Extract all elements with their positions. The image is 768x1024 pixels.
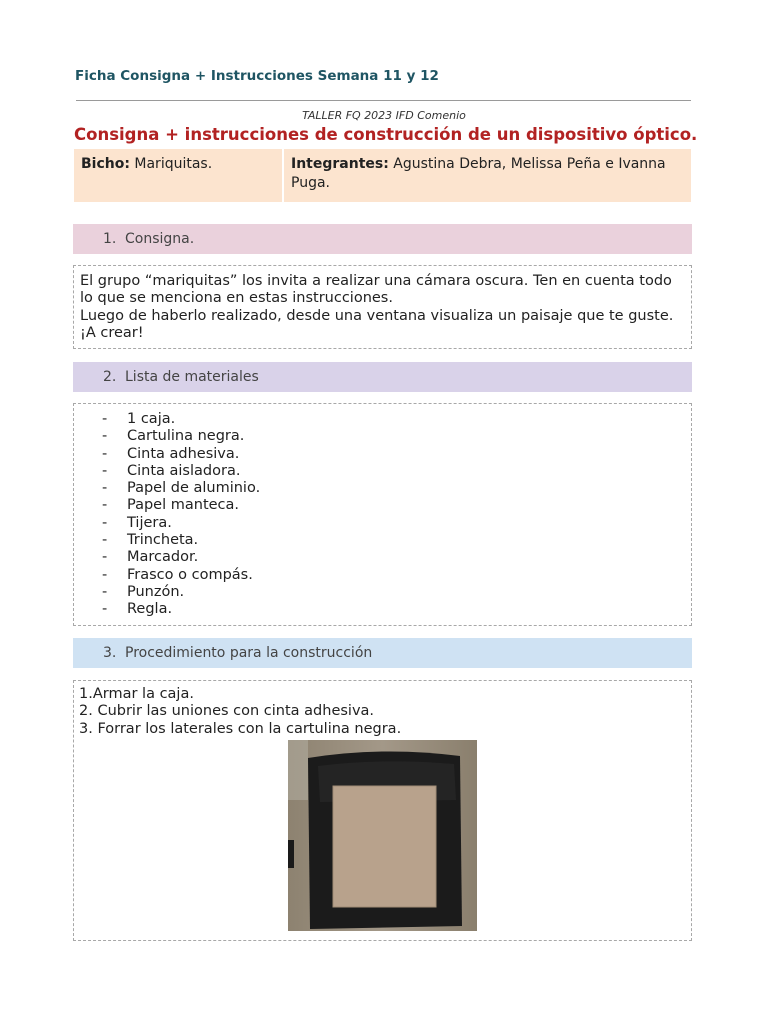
material-item xyxy=(102,480,691,497)
materials-list xyxy=(102,411,691,619)
material-item xyxy=(102,497,691,514)
list-bullet: - xyxy=(102,411,108,427)
consigna-paragraph: Luego de haberlo realizado, desde una ventana visualiza un paisaje que te guste. ¡A crear! xyxy=(80,307,674,341)
material-item xyxy=(102,515,691,532)
list-bullet: - xyxy=(102,583,108,600)
integrantes-value: Agustina Debra, Melissa Peña e Ivanna Puga. xyxy=(291,156,666,191)
material-text: Papel manteca. xyxy=(127,497,240,514)
section-number: 1. xyxy=(103,231,117,247)
header-divider xyxy=(76,100,691,101)
list-bullet: - xyxy=(102,497,108,514)
material-text: Punzón. xyxy=(127,583,185,600)
material-item xyxy=(102,601,691,618)
list-bullet: - xyxy=(102,462,108,479)
material-item xyxy=(102,463,691,480)
section-heading-consigna xyxy=(73,224,692,254)
procedure-step: 3. Forrar los laterales con la cartulina negra. xyxy=(79,720,402,737)
section-title: Consigna. xyxy=(125,231,195,247)
bicho-cell xyxy=(74,149,282,202)
materiales-box xyxy=(73,403,692,626)
document-title: Consigna + instrucciones de construcción de un dispositivo óptico. xyxy=(74,125,698,144)
material-item xyxy=(102,428,691,445)
section-heading-materiales xyxy=(73,362,692,392)
section-title: Lista de materiales xyxy=(125,369,259,385)
material-text: Cinta adhesiva. xyxy=(127,445,240,462)
material-text: Marcador. xyxy=(127,549,199,566)
section-title: Procedimiento para la construcción xyxy=(125,645,373,661)
consigna-paragraph: El grupo “mariquitas” los invita a realizar una cámara oscura. Ten en cuenta todo lo que se menciona en estas instrucciones. xyxy=(80,273,672,307)
bicho-label: Bicho: xyxy=(81,156,130,172)
material-item xyxy=(102,567,691,584)
material-text: Frasco o compás. xyxy=(127,566,253,583)
list-bullet: - xyxy=(102,566,108,583)
info-table xyxy=(74,149,691,202)
material-text: Cartulina negra. xyxy=(127,428,245,445)
page-header-title: Ficha Consigna + Instrucciones Semana 11 y 12 xyxy=(75,68,439,84)
material-item xyxy=(102,446,691,463)
section-number: 2. xyxy=(103,369,117,385)
material-item xyxy=(102,411,691,428)
material-text: Cinta aisladora. xyxy=(127,462,241,479)
list-bullet: - xyxy=(102,549,108,566)
material-item xyxy=(102,549,691,566)
material-text: Papel de aluminio. xyxy=(127,480,261,497)
material-text: Tijera. xyxy=(127,514,172,531)
section-number: 3. xyxy=(103,645,117,661)
list-bullet: - xyxy=(102,532,108,549)
material-item xyxy=(102,532,691,549)
list-bullet: - xyxy=(102,480,108,497)
list-bullet: - xyxy=(102,514,108,531)
list-bullet: - xyxy=(102,601,108,618)
procedure-step: 2. Cubrir las uniones con cinta adhesiva. xyxy=(79,703,375,720)
black-box-image xyxy=(288,740,477,931)
integrantes-cell xyxy=(284,149,691,202)
material-text: 1 caja. xyxy=(127,411,176,427)
consigna-box xyxy=(73,265,692,349)
material-text: Trincheta. xyxy=(127,532,199,549)
box-photo xyxy=(288,740,477,931)
procedure-step: 1.Armar la caja. xyxy=(79,686,194,702)
list-bullet: - xyxy=(102,428,108,445)
bicho-value: Mariquitas. xyxy=(129,156,213,172)
material-text: Regla. xyxy=(127,601,173,618)
integrantes-label: Integrantes: xyxy=(291,156,389,172)
list-bullet: - xyxy=(102,445,108,462)
subheader: TALLER FQ 2023 IFD Comenio xyxy=(302,109,466,122)
material-item xyxy=(102,584,691,601)
section-heading-procedimiento xyxy=(73,638,692,668)
